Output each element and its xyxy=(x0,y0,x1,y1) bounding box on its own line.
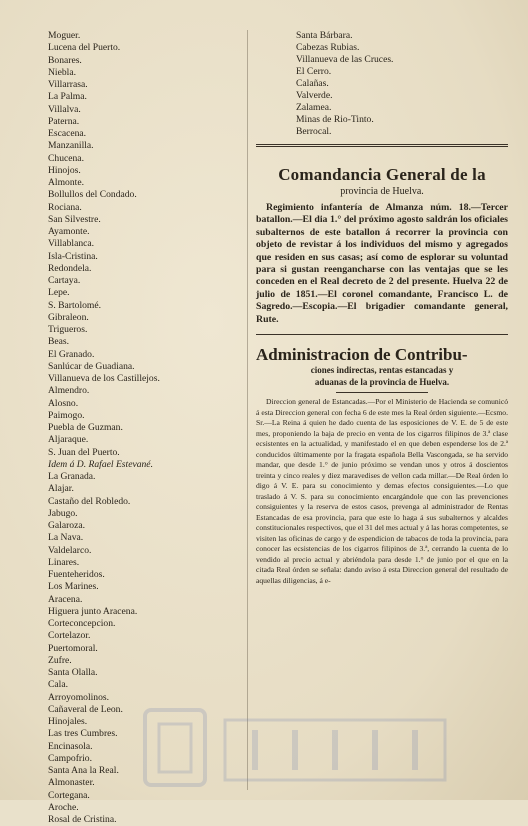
list-item: Almonaster. xyxy=(48,777,95,789)
list-item: Higuera junto Aracena. xyxy=(48,605,138,617)
list-item: La Nava. xyxy=(48,532,84,544)
library-stamp-watermark xyxy=(125,700,465,795)
list-item: Cartaya. xyxy=(48,275,81,286)
list-item: Galaroza. xyxy=(48,520,86,531)
list-item: Calañas. xyxy=(296,78,329,89)
list-item: Cortelazor. xyxy=(48,630,91,642)
list-item: Los Marines. xyxy=(48,581,99,593)
list-item: Las tres Cumbres. xyxy=(48,728,118,740)
list-item: Aroche. xyxy=(48,801,79,813)
list-item: Arroyomolinos. xyxy=(48,691,110,703)
list-item: Villanueva de las Cruces. xyxy=(296,54,394,65)
list-item: Alosno. xyxy=(48,397,79,409)
list-item: Villarrasa. xyxy=(48,79,88,90)
list-item: Moguer. xyxy=(48,30,81,41)
list-item: S. Juan del Puerto. xyxy=(48,446,120,458)
section-rule xyxy=(256,334,508,335)
section2-body: Direccion general de Estancadas.—Por el Ministerio de Hacienda se comunicó á esta Direccion general con fecha 6 de este mes la Real órden siguiente.—Ecsmo. Sr.—La Reina á quien he dado cuenta de las esposiciones de V. E. de 5 de este mes, proponiendo la baja de precio en venta de los cigarros filipinos de 3.ª clase ecsistentes en la actualidad, y manifestado el en que deben espenderse los de 2.ª conducidos últimamente por la fragata española Bella Vascongada, se ha servido mandar, que desde 1.° de junio próximo se vendan unos y otros á doscientos treinta y cinco reales y diez maravedises de vellon cada millar.—De Real órden lo digo á V. E. para su conocimiento y demas efectos consiguientes.—Lo que traslado á V. S. para su conocimiento encargándole que con las prevenciones consiguientes y la reserva de estos casos, prevenga al administrador de Rentas Estancadas de esa provincia, para que este lo haga á sus subalternos y alcaldes constitucionales respectivos, que el 31 del mes actual y á las horas competentes, se visiten las oficinas de cargo y de espendicion de tabacos de toda la provincia, para conocer las ecsistencias de los cigarros filipinos de 3.ª, cerrando la cuenta de lo vendido al precio actual y abriéndola para desde 1.° de junio por el que en la citada Real órden se señala: dando aviso á esta Direccion general del resultado de aquellas diligencias, á e- xyxy=(256,397,508,585)
list-item: Lucena del Puerto. xyxy=(48,42,121,54)
section1-subtitle: provincia de Huelva. xyxy=(340,186,424,197)
list-item: Rosal de Cristina. xyxy=(48,814,117,825)
list-item: La Granada. xyxy=(48,471,96,482)
list-item: Zufre. xyxy=(48,654,72,666)
list-item: Fuenteheridos. xyxy=(48,569,105,580)
list-item: S. Bartolomé. xyxy=(48,299,102,311)
list-item: Puertomoral. xyxy=(48,642,98,654)
section2-title: Administracion de Contribu- xyxy=(256,345,468,365)
section-rule xyxy=(256,144,508,147)
list-item: Castaño del Robledo. xyxy=(48,495,131,507)
list-item: Santa Ana la Real. xyxy=(48,765,119,776)
list-item: Niebla. xyxy=(48,66,76,78)
list-item: Bollullos del Condado. xyxy=(48,189,137,201)
section2-subtitle-1: ciones indirectas, rentas estancadas y xyxy=(310,365,454,376)
list-item: Rociana. xyxy=(48,201,82,213)
list-item: Almonte. xyxy=(48,177,84,188)
list-item: Encinasola. xyxy=(48,740,93,752)
list-item: Gibraleon. xyxy=(48,311,89,323)
list-item: Almendro. xyxy=(48,385,90,397)
list-item: Paterna. xyxy=(48,115,80,127)
section1-body: Regimiento infantería de Almanza núm. 18.—Tercer batallon.—El dia 1.° del próximo agosto saldrán los oficiales subalternos de este batallon á recorrer la provincia con objeto de revistar á los individuos del mismo y agregados que residen en sus casas; así como de esplorar su voluntad para si gustan reengancharse con las ventajas que se les conceden en el Real decreto de 2 del presente. Huelva 22 de julio de 1851.—El coronel comandante, Francisco L. de Sagredo.—Escopia.—El brigadier comandante general, Rute. xyxy=(256,202,508,325)
list-subheading: Idem á D. Rafael Estevané. xyxy=(48,458,153,470)
section1-title: Comandancia General de la xyxy=(278,165,486,184)
list-item: Ayamonte. xyxy=(48,226,90,237)
list-item: Paimogo. xyxy=(48,409,85,421)
column-divider xyxy=(247,30,248,790)
list-item: Corteconcepcion. xyxy=(48,618,116,629)
list-item: Lepe. xyxy=(48,287,70,299)
list-item: Beas. xyxy=(48,336,70,348)
list-item: Chucena. xyxy=(48,152,84,164)
list-item: Cañaveral de Leon. xyxy=(48,703,123,715)
list-item: Minas de Rio-Tinto. xyxy=(296,114,374,125)
list-item: Valverde. xyxy=(296,90,333,101)
list-item: Jabugo. xyxy=(48,507,78,519)
list-item: Valdelarco. xyxy=(48,544,92,556)
list-item: Santa Olalla. xyxy=(48,667,98,678)
list-item: Redondela. xyxy=(48,262,92,274)
list-item: El Cerro. xyxy=(296,66,332,77)
list-item: Linares. xyxy=(48,556,80,568)
list-item: Cala. xyxy=(48,679,68,691)
list-item: Bonares. xyxy=(48,54,82,66)
list-item: Cabezas Rubias. xyxy=(296,42,360,53)
list-item: Trigueros. xyxy=(48,324,88,335)
section-rule xyxy=(336,392,428,393)
list-item: Santa Bárbara. xyxy=(296,30,353,41)
section2-subtitle-2: aduanas de la provincia de Huelva. xyxy=(314,377,450,388)
list-item: Cortegana. xyxy=(48,789,90,801)
list-item: Sanlúcar de Guadiana. xyxy=(48,360,135,372)
list-item: Zalamea. xyxy=(296,102,332,113)
list-item: Aracena. xyxy=(48,593,83,605)
list-item: Puebla de Guzman. xyxy=(48,422,123,433)
list-item: Villanueva de los Castillejos. xyxy=(48,373,160,384)
list-item: Manzanilla. xyxy=(48,140,94,152)
list-item: Berrocal. xyxy=(296,126,332,137)
list-item: Escacena. xyxy=(48,128,87,139)
list-item: Villalva. xyxy=(48,103,81,115)
right-column xyxy=(256,30,508,586)
list-item: Villablanca. xyxy=(48,238,95,250)
list-item: Aljaraque. xyxy=(48,434,89,446)
list-item: Isla-Cristina. xyxy=(48,250,98,262)
list-item: Hinojales. xyxy=(48,716,88,727)
list-item: Hinojos. xyxy=(48,164,81,176)
list-item: Campofrio. xyxy=(48,752,92,764)
list-item: El Granado. xyxy=(48,348,95,360)
list-item: Alajar. xyxy=(48,483,74,495)
list-item: San Silvestre. xyxy=(48,213,101,225)
list-item: La Palma. xyxy=(48,91,87,103)
right-town-list xyxy=(296,30,508,138)
